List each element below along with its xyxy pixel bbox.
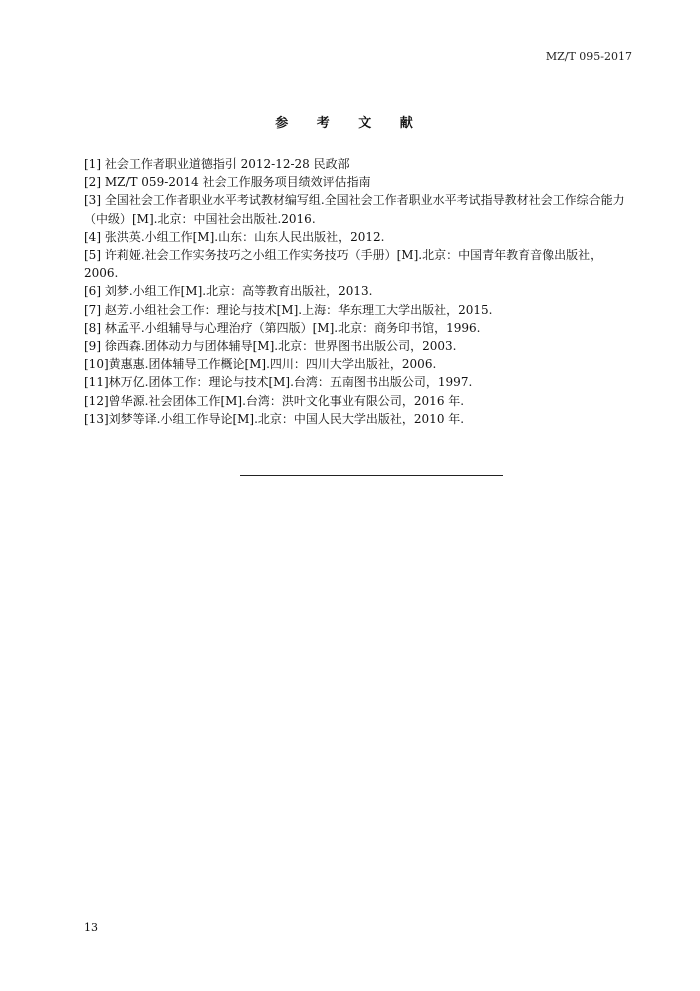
reference-item: [1] 社会工作者职业道德指引 2012-12-28 民政部: [84, 157, 350, 171]
reference-item: [8] 林孟平.小组辅导与心理治疗（第四版）[M].北京：商务印书馆，1996.: [84, 320, 481, 335]
reference-item: [11]林万亿.团体工作：理论与技术[M].台湾：五南图书出版公司，1997.: [84, 375, 473, 390]
reference-list: [84, 155, 636, 428]
reference-item: [7] 赵芳.小组社会工作：理论与技术[M].上海：华东理工大学出版社，2015.: [84, 302, 493, 317]
reference-item: [13]刘梦等译.小组工作导论[M].北京：中国人民大学出版社，2010 年.: [84, 411, 465, 426]
page-title: 参 考 文 献: [275, 116, 425, 131]
reference-item: [12]曾华源.社会团体工作[M].台湾：洪叶文化事业有限公司，2016 年.: [84, 393, 465, 408]
reference-item: [4] 张洪英.小组工作[M].山东：山东人民出版社，2012.: [84, 229, 385, 244]
end-separator-line: [240, 475, 503, 476]
standard-code: MZ/T 095-2017: [545, 50, 632, 63]
page-number: 13: [84, 921, 98, 934]
reference-item: [5] 许莉娅.社会工作实务技巧之小组工作实务技巧（手册）[M].北京：中国青年教育音像出版社，2006.: [84, 248, 603, 281]
reference-item: [6] 刘梦.小组工作[M].北京：高等教育出版社，2013.: [84, 284, 373, 299]
reference-item: [10]黄惠惠.团体辅导工作概论[M].四川：四川大学出版社，2006.: [84, 357, 437, 372]
reference-item: [9] 徐西森.团体动力与团体辅导[M].北京：世界图书出版公司，2003.: [84, 339, 457, 354]
reference-item: [2] MZ/T 059-2014 社会工作服务项目绩效评估指南: [84, 175, 371, 190]
reference-item: [3] 全国社会工作者职业水平考试教材编写组.全国社会工作者职业水平考试指导教材社会工作综合能力（中级）[M].北京：中国社会出版社.2016.: [84, 193, 625, 226]
